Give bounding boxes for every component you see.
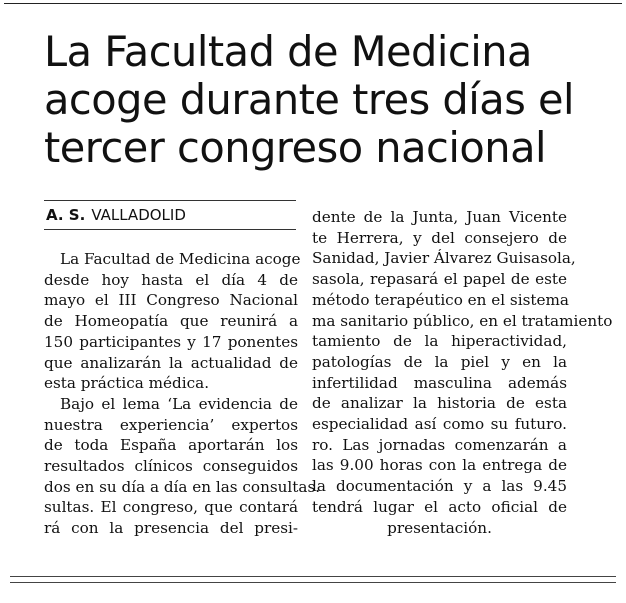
body-line: sultas. El congreso, que contará	[44, 498, 298, 517]
body-line: de Homeopatía que reunirá a	[44, 312, 298, 331]
body-line: de analizar la historia de esta	[312, 394, 567, 413]
body-line: ma sanitario público, en el tratamiento	[312, 311, 613, 330]
body-line: te Herrera, y del consejero de	[312, 228, 567, 247]
body-line: dente de la Junta, Juan Vicente	[312, 208, 567, 226]
byline-location: VALLADOLID	[91, 206, 186, 224]
headline-line: La Facultad de Medicina	[44, 27, 532, 76]
body-line: tamiento de la hiperactividad,	[312, 332, 567, 351]
body-line: método terapéutico en el sistema	[312, 290, 569, 309]
body-line: infertilidad masculina además	[312, 373, 567, 392]
body-line: presentación.	[387, 518, 492, 537]
body-line: 150 participantes y 17 ponentes	[44, 332, 298, 351]
bottom-rule	[10, 582, 616, 583]
body-line: desde hoy hasta el día 4 de	[44, 270, 298, 289]
body-line: mayo el III Congreso Nacional	[44, 291, 298, 310]
article-column-left	[44, 249, 321, 539]
bottom-rule	[10, 576, 616, 577]
body-line: sasola, repasará el papel de este	[312, 270, 567, 289]
headline-line: tercer congreso nacional	[44, 123, 547, 172]
body-line: dos en su día a día en las consultas.	[44, 477, 321, 496]
body-line: esta práctica médica.	[44, 374, 210, 393]
body-line: la documentación y a las 9.45	[312, 477, 567, 496]
headline	[44, 28, 604, 172]
body-line: especialidad así como su futuro.	[312, 415, 567, 434]
article-column-right	[312, 207, 613, 538]
body-line: Bajo el lema ‘La evidencia de	[60, 394, 298, 413]
body-line: las 9.00 horas con la entrega de	[312, 456, 567, 475]
top-rule	[4, 3, 622, 4]
body-line: tendrá lugar el acto oficial de	[312, 497, 567, 516]
body-line: que analizarán la actualidad de	[44, 353, 298, 372]
body-line: de toda España aportarán los	[44, 436, 298, 455]
byline-author: A. S.	[46, 206, 86, 224]
body-line: Sanidad, Javier Álvarez Guisasola,	[312, 249, 576, 268]
byline	[44, 200, 296, 230]
body-line: resultados clínicos conseguidos	[44, 457, 298, 476]
body-line: patologías de la piel y en la	[312, 352, 567, 371]
body-line: nuestra experiencia’ expertos	[44, 415, 298, 434]
headline-line: acoge durante tres días el	[44, 75, 575, 124]
body-line: ro. Las jornadas comenzarán a	[312, 435, 567, 454]
body-line: La Facultad de Medicina acoge	[60, 250, 301, 268]
body-line: rá con la presencia del presi-	[44, 519, 298, 538]
byline-text	[46, 206, 186, 224]
